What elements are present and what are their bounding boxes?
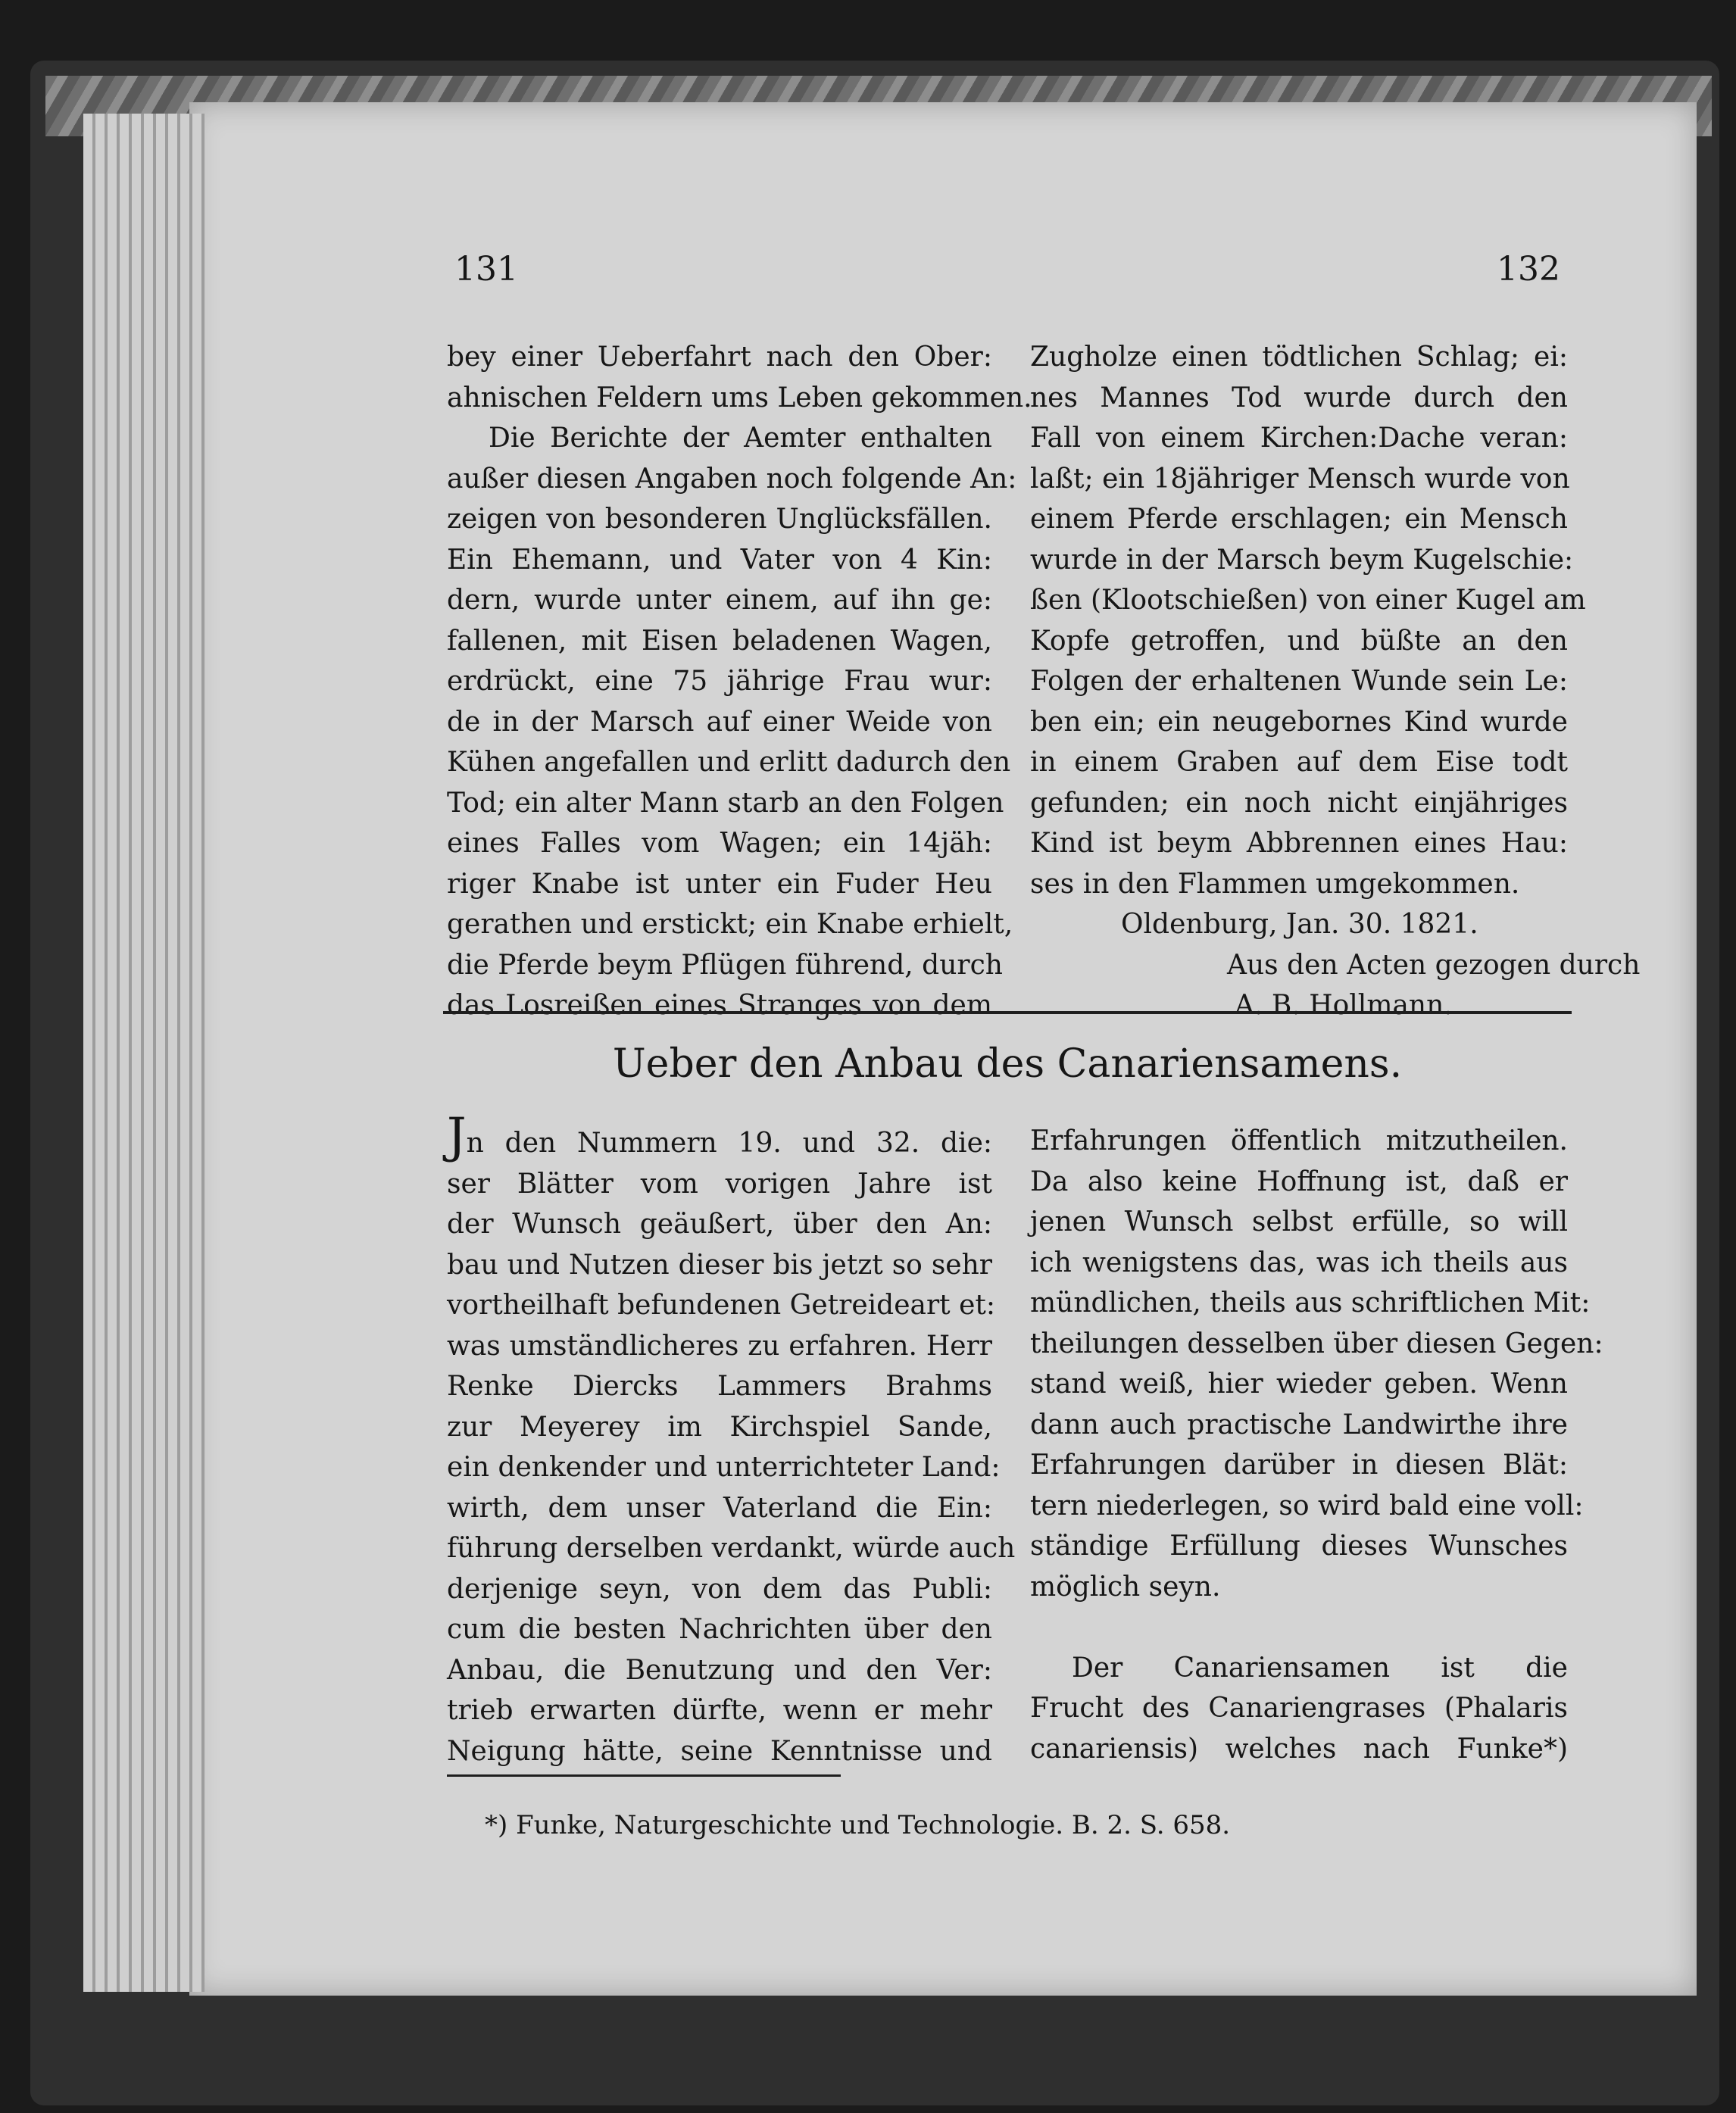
- text-line: [1030, 1607, 1568, 1648]
- page-number-right: 132: [1497, 250, 1560, 289]
- text-line: bau und Nutzen dieser bis jetzt so sehr: [447, 1249, 992, 1281]
- text-line: Zugholze einen tödtlichen Schlag; ei:: [1030, 342, 1568, 373]
- text-line: Frucht des Canariengrases (Phalaris: [1030, 1693, 1568, 1724]
- text-line: Der Canariensamen ist die: [1072, 1652, 1568, 1684]
- author-signature: A. B. Hollmann.: [1235, 990, 1453, 1021]
- text-line: nes Mannes Tod wurde durch den: [1030, 382, 1568, 414]
- column-top-left: [447, 337, 1032, 1026]
- text-line: Anbau, die Benutzung und den Ver:: [447, 1654, 992, 1686]
- text-line: canariensis) welches nach Funke*): [1030, 1733, 1568, 1765]
- text-line: das Losreißen eines Stranges von dem: [447, 990, 992, 1021]
- dateline: Oldenburg, Jan. 30. 1821.: [1121, 909, 1478, 940]
- column-bottom-right: [1030, 1121, 1603, 1769]
- source-line: Aus den Acten gezogen durch: [1227, 949, 1641, 981]
- text-line: derjenige seyn, von dem das Publi:: [447, 1573, 992, 1605]
- footnote-divider: [447, 1774, 841, 1777]
- text-line: jenen Wunsch selbst erfülle, so will: [1030, 1206, 1568, 1238]
- text-line: eines Falles vom Wagen; ein 14jäh:: [447, 828, 992, 859]
- text-line: Da also keine Hoffnung ist, daß er: [1030, 1166, 1568, 1197]
- text-line: Ein Ehemann, und Vater von 4 Kin:: [447, 544, 992, 576]
- article-heading: Ueber den Anbau des Canariensamens.: [612, 1041, 1403, 1087]
- text-line: ahnischen Feldern ums Leben gekommen.: [447, 382, 1032, 414]
- text-line: Neigung hätte, seine Kenntnisse und: [447, 1735, 992, 1767]
- text-line: was umständlicheres zu erfahren. Herr: [447, 1330, 992, 1362]
- text-line: stand weiß, hier wieder geben. Wenn: [1030, 1369, 1568, 1400]
- text-line: mündlichen, theils aus schriftlichen Mit:: [1030, 1287, 1591, 1319]
- text-line: erdrückt, eine 75 jährige Frau wur:: [447, 666, 992, 697]
- text-line: ben ein; ein neugebornes Kind wurde: [1030, 706, 1568, 738]
- text-line: Die Berichte der Aemter enthalten: [489, 423, 992, 454]
- text-line: trieb erwarten dürfte, wenn er mehr: [447, 1695, 992, 1726]
- section-divider: [443, 1011, 1572, 1014]
- text-line: laßt; ein 18jähriger Mensch wurde von: [1030, 463, 1570, 495]
- text-line: Erfahrungen öffentlich mitzutheilen.: [1030, 1125, 1568, 1156]
- text-line-rest: n den Nummern 19. und 32. die:: [466, 1128, 992, 1159]
- column-bottom-left: [447, 1108, 1016, 1771]
- text-line: Kind ist beym Abbrennen eines Hau:: [1030, 828, 1568, 859]
- text-line: fallenen, mit Eisen beladenen Wagen,: [447, 625, 992, 657]
- column-top-right: [1030, 337, 1641, 1026]
- text-line: zur Meyerey im Kirchspiel Sande,: [447, 1411, 992, 1443]
- text-line: gerathen und erstickt; ein Knabe erhielt,: [447, 909, 1013, 940]
- text-line: dann auch practische Landwirthe ihre: [1030, 1409, 1568, 1440]
- text-line: die Pferde beym Pflügen führend, durch: [447, 949, 1003, 981]
- text-line: ein denkender und unterrichteter Land:: [447, 1452, 1001, 1483]
- text-line: dern, wurde unter einem, auf ihn ge:: [447, 585, 992, 616]
- page-content: [265, 250, 1641, 1916]
- text-line: Tod; ein alter Mann starb an den Folgen: [447, 787, 1004, 819]
- text-line: theilungen desselben über diesen Gegen:: [1030, 1328, 1603, 1359]
- text-line: ses in den Flammen umgekommen.: [1030, 868, 1520, 900]
- text-line: möglich seyn.: [1030, 1571, 1221, 1603]
- text-line: Fall von einem Kirchen:Dache veran:: [1030, 423, 1568, 454]
- drop-cap: J: [447, 1108, 467, 1164]
- text-line: bey einer Ueberfahrt nach den Ober:: [447, 342, 992, 373]
- text-line: einem Pferde erschlagen; ein Mensch: [1030, 504, 1568, 535]
- text-line: außer diesen Angaben noch folgende An:: [447, 463, 1017, 495]
- text-line: wurde in der Marsch beym Kugelschie:: [1030, 544, 1574, 576]
- text-line: wirth, dem unser Vaterland die Ein:: [447, 1492, 992, 1524]
- text-line: zeigen von besonderen Unglücksfällen.: [447, 504, 992, 535]
- text-line: vortheilhaft befundenen Getreideart et:: [447, 1290, 995, 1321]
- text-line: Kopfe getroffen, und büßte an den: [1030, 625, 1568, 657]
- text-line: ständige Erfüllung dieses Wunsches: [1030, 1531, 1568, 1562]
- text-line: Renke Diercks Lammers Brahms: [447, 1371, 992, 1402]
- text-line: führung derselben verdankt, würde auch: [447, 1533, 1016, 1564]
- text-line: der Wunsch geäußert, über den An:: [447, 1209, 992, 1240]
- text-line: [447, 1108, 992, 1164]
- page-edges: [83, 114, 205, 1992]
- text-line: riger Knabe ist unter ein Fuder Heu: [447, 868, 992, 900]
- footnote: *) Funke, Naturgeschichte und Technologie. B. 2. S. 658.: [485, 1810, 1231, 1840]
- text-line: Kühen angefallen und erlitt dadurch den: [447, 747, 1011, 778]
- text-line: in einem Graben auf dem Eise todt: [1030, 747, 1568, 778]
- page-number-left: 131: [454, 250, 518, 289]
- text-line: gefunden; ein noch nicht einjähriges: [1030, 787, 1568, 819]
- text-line: ßen (Klootschießen) von einer Kugel am: [1030, 585, 1586, 616]
- text-line: Erfahrungen darüber in diesen Blät:: [1030, 1450, 1568, 1481]
- text-line: ich wenigstens das, was ich theils aus: [1030, 1247, 1568, 1278]
- text-line: ser Blätter vom vorigen Jahre ist: [447, 1168, 992, 1200]
- text-line: cum die besten Nachrichten über den: [447, 1614, 992, 1645]
- text-line: Folgen der erhaltenen Wunde sein Le:: [1030, 666, 1568, 697]
- text-line: tern niederlegen, so wird bald eine voll:: [1030, 1490, 1584, 1522]
- text-line: de in der Marsch auf einer Weide von: [447, 706, 992, 738]
